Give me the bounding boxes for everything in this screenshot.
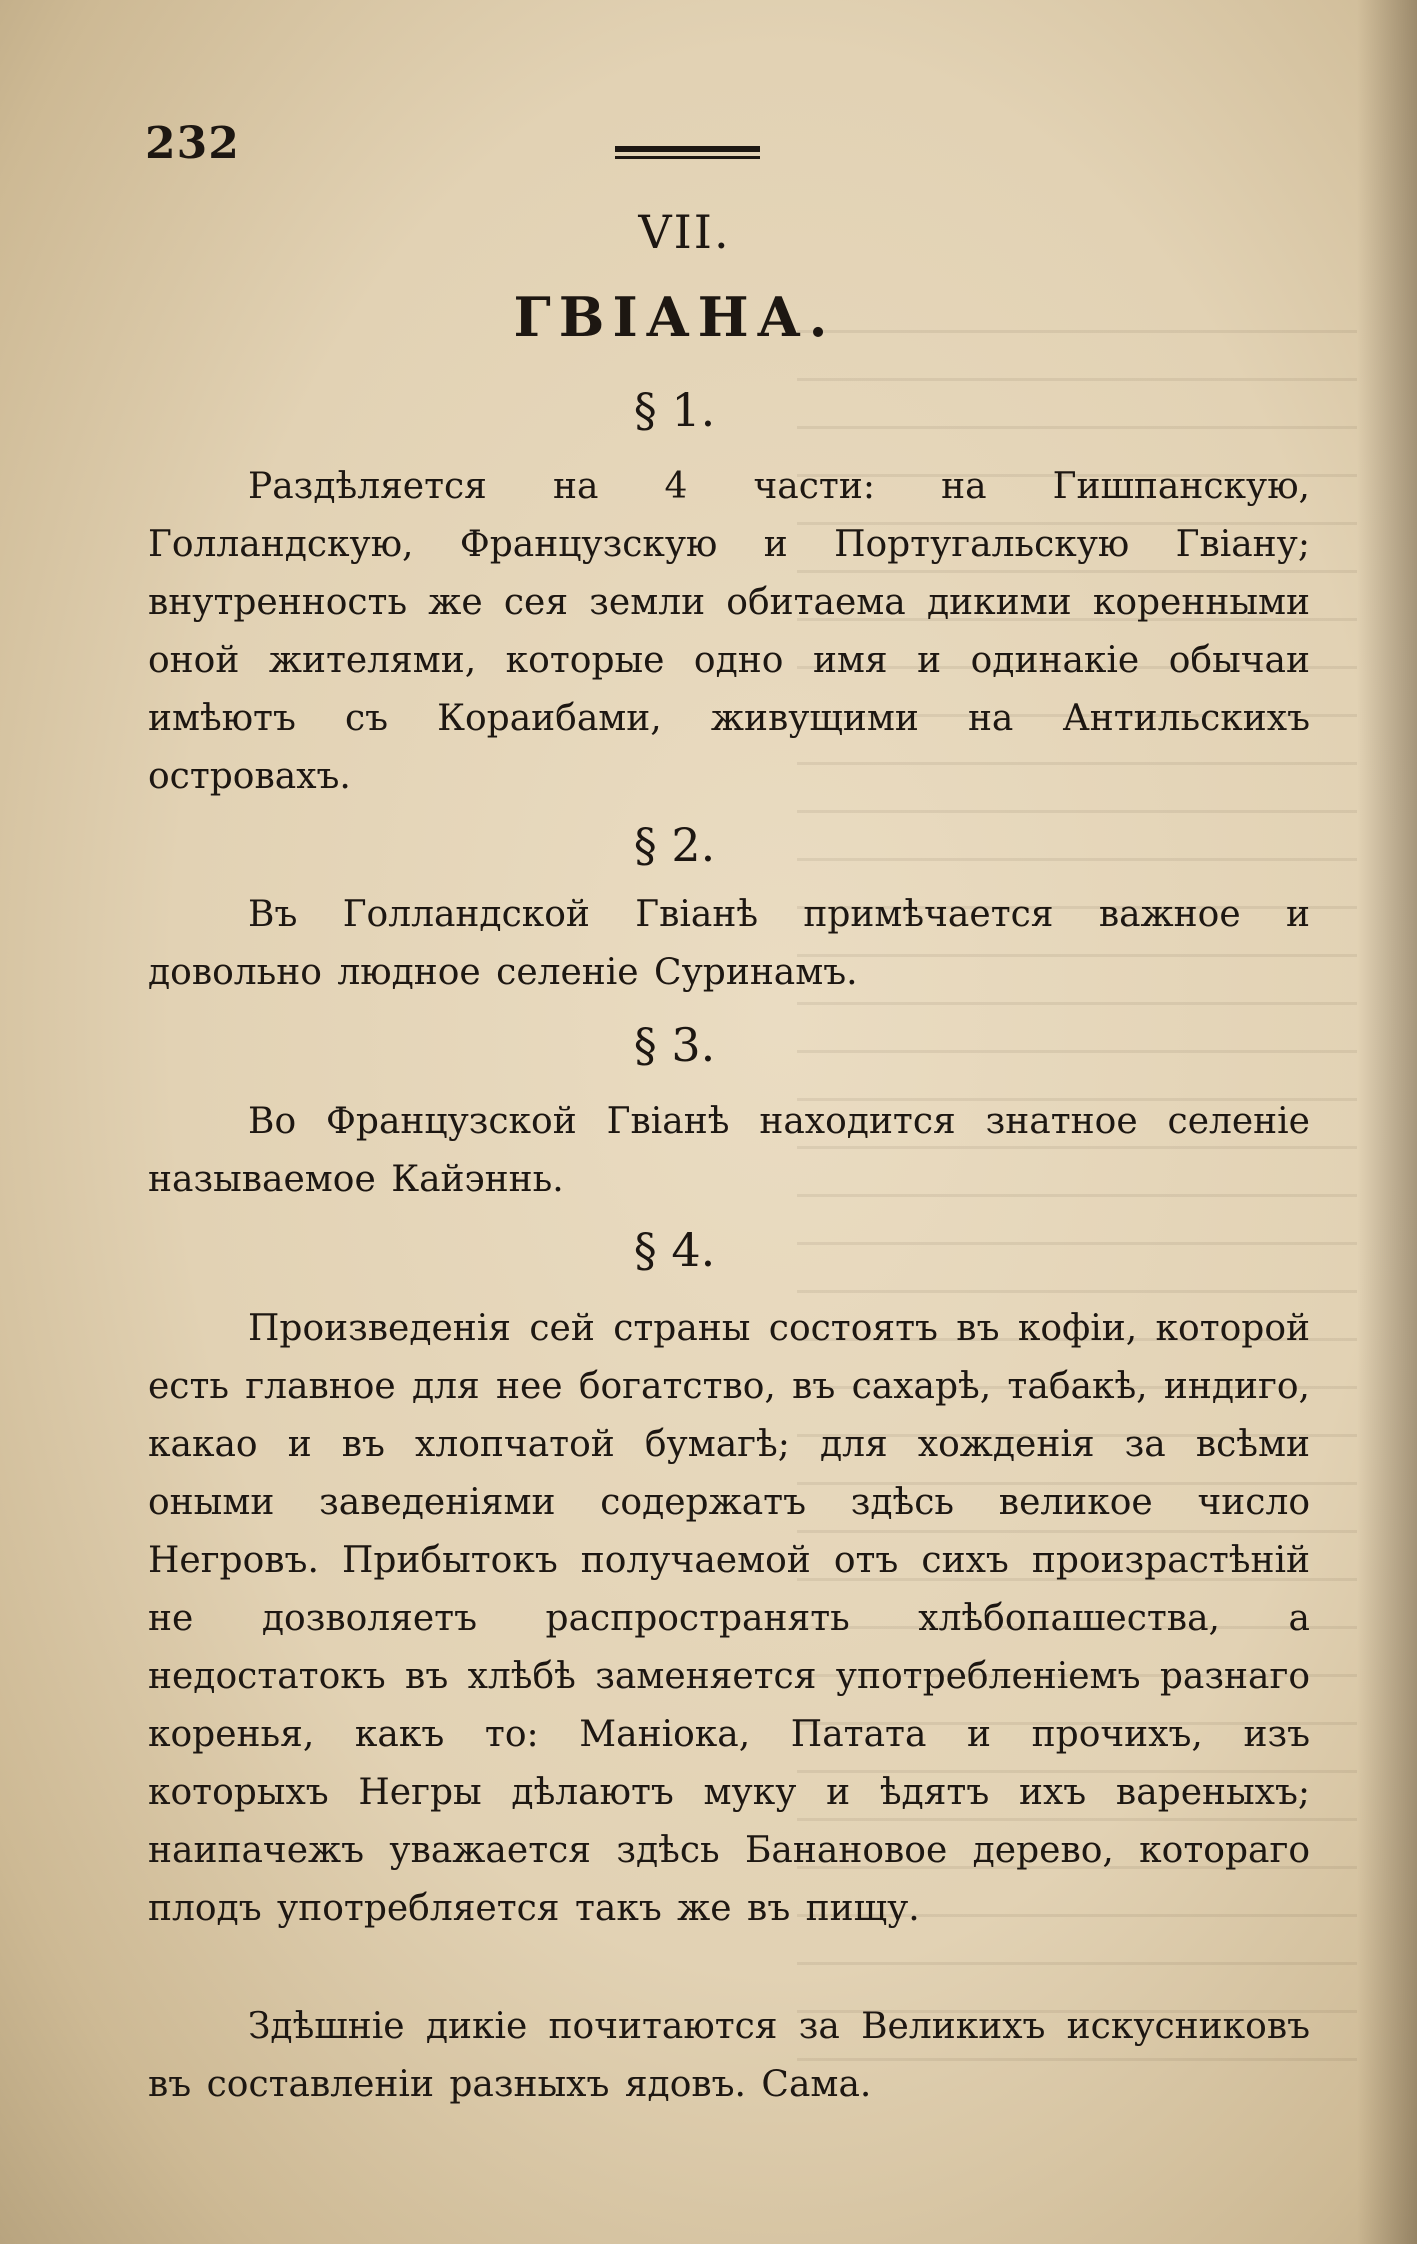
paragraph-4: Произведенiя сей страны состоятъ въ кофiи, которой есть главное для нее богатство, въ сахарѣ, табакѣ, индиго, какао и въ хлопчатой бумагѣ; для хожденiя за всѣми оными заведенiями содержатъ здѣсь великое число Негровъ. Прибытокъ получаемой отъ сихъ произрастѣнiй не дозволяетъ распространять хлѣбопашества, а недостатокъ въ хлѣбѣ заменяется употребленiемъ разнаго коренья, какъ то: Маніока, Патата и прочихъ, изъ которыхъ Негры дѣлаютъ муку и ѣдятъ ихъ вареныхъ; наипачежъ уважается здѣсь Банановое дерево, котораго плодъ употребляется такъ же въ пищу. — [148, 1308, 1310, 1929]
paragraph-2: Въ Голландской Гвiанѣ примѣчается важное и довольно людное селенiе Суринамъ. — [148, 894, 1310, 993]
paragraph-3: Во Французской Гвiанѣ находится знатное селенiе называемое Кайэннь. — [148, 1101, 1310, 1200]
section-mark-3: § 3. — [633, 1018, 716, 1072]
paragraph-1: Раздѣляется на 4 части: на Гишпанскую, Голландскую, Французскую и Португальскую Гвiану; внутренность же сея земли обитаема дикими коренными оной жителями, которые одно имя и одинакiе обычаи имѣютъ съ Кораибами, живущими на Антильскихъ островахъ. — [148, 466, 1310, 797]
header-rule-thick — [615, 146, 760, 152]
header-rule-thin — [615, 156, 760, 159]
chapter-title: ГВIАНА. — [513, 285, 836, 349]
section-mark-4: § 4. — [633, 1223, 716, 1277]
section-mark-1: § 1. — [633, 383, 716, 437]
section-mark-2: § 2. — [633, 818, 716, 872]
header-rule — [615, 146, 760, 160]
page-number: 232 — [145, 118, 240, 169]
chapter-number: VII. — [638, 205, 731, 259]
paragraph-5: Здѣшнiе дикiе почитаются за Великихъ искусниковъ въ составленiи разныхъ ядовъ. Сама. — [148, 2006, 1310, 2105]
